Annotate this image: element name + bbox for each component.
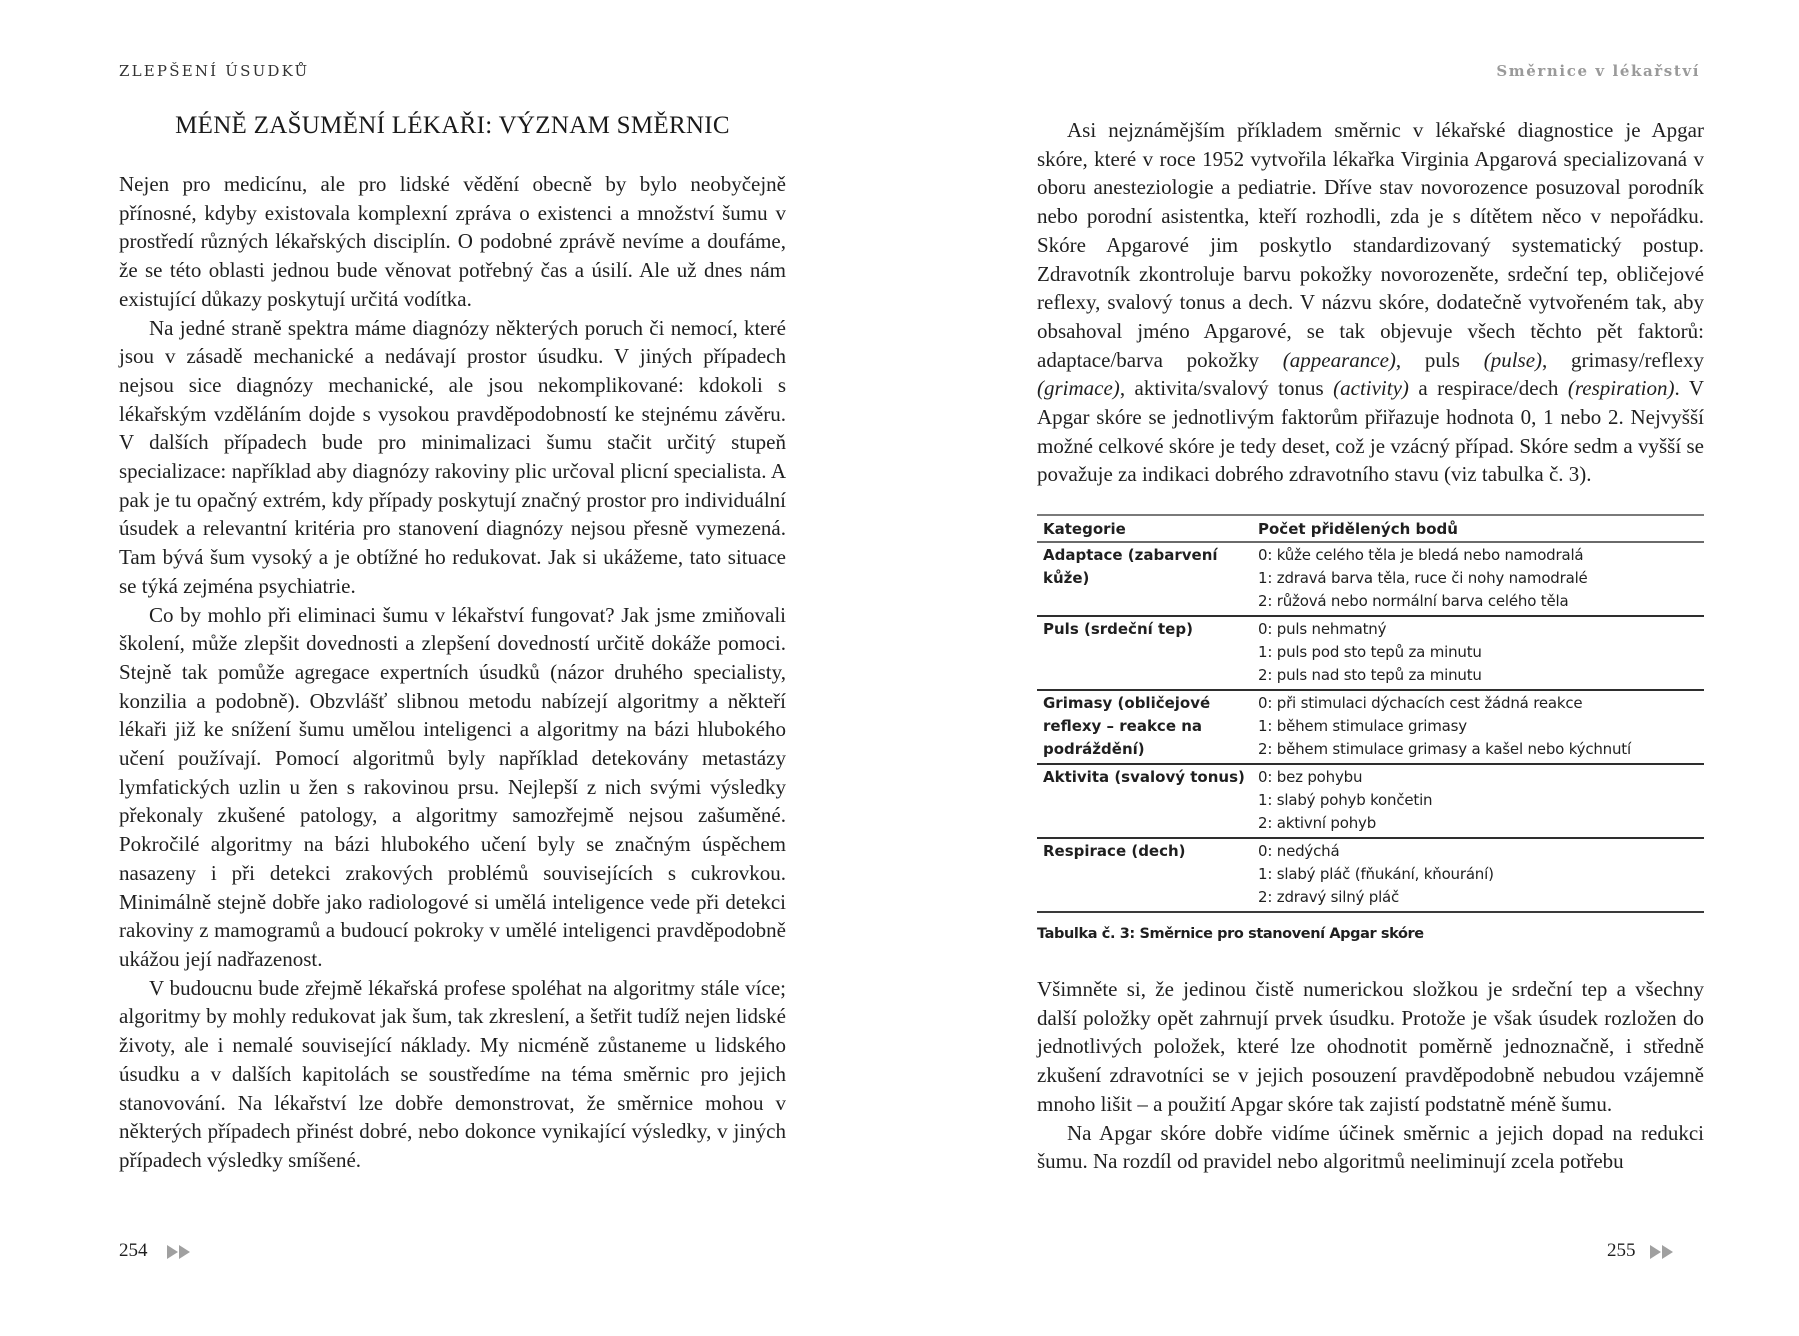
points-cell — [1252, 690, 1704, 764]
paragraph — [1037, 116, 1704, 489]
paragraph: Na jedné straně spektra máme diagnózy některých poruch či nemocí, které jsou v zásadě mechanické a nedávají prostor úsudku. V jiných případech nejsou sice diagnózy mechanické, ale jsou nekomplikované: kdokoli s lékařským vzděláním dojde s vysokou pravděpodobností ke stejnému závěru. V dalších případech bude pro minimalizaci šumu stačit určitý stupeň specializace: například aby diagnózy rakoviny plic určoval plicní specialista. A pak je tu opačný extrém, kdy případy poskytují značný prostor pro individuální úsudek a relevantní kritéria pro stanovení diagnózy nejsou přesně vymezená. Tam bývá šum vysoký a je obtížné ho redukovat. Jak si ukážeme, tato situace se týká zejména psychiatrie. — [119, 315, 786, 598]
paragraph: Co by mohlo při eliminaci šumu v lékařství fungovat? Jak jsme zmiňovali školení, může zlepšit dovednosti a zlepšení dovedností určitě dokáže pomoci. Stejně tak pomůže agregace expertních úsudků (názor druhého specialisty, konzilia a podobně). Obzvlášť slibnou metodu nabízejí algoritmy a někteří lékaři již ke snížení šumu umělou inteligenci a algoritmy na bázi hlubokého učení používají. Pomocí algoritmů byly například detekovány metastázy lymfatických uzlin u žen s rakovinou prsu. Nejlepší z nich svými výsledky překonaly zkušené patology, a algoritmy samozřejmě nejsou zašuměné. Pokročilé algoritmy na bázi hlubokého učení byly se značným úspěchem nasazeny i při detekci zrakových problémů souvisejících s cukrovkou. Minimálně stejně dobře jako radiologové si umělá inteligence vede při detekci rakoviny z mamogramů a budoucí pokroky v umělé inteligenci pravděpodobně ukážou její nadřazenost. — [119, 602, 786, 971]
points-line: 2: zdravý silný pláč — [1258, 888, 1400, 906]
body-text — [1037, 116, 1704, 489]
points-line: 0: puls nehmatný — [1258, 620, 1387, 638]
text-run: a respirace/dech — [1408, 376, 1568, 401]
body-text — [119, 170, 786, 1175]
category-cell: Puls (srdeční tep) — [1037, 616, 1252, 690]
points-line: 1: puls pod sto tepů za minutu — [1258, 643, 1482, 661]
term-pulse: (pulse) — [1483, 347, 1543, 372]
term-activity: (activity) — [1333, 376, 1409, 401]
chapter-title: MÉNĚ ZAŠUMĚNÍ LÉKAŘI: VÝZNAM SMĚRNIC — [175, 112, 730, 139]
right-page — [900, 0, 1799, 1336]
points-line: 1: během stimulace grimasy — [1258, 717, 1467, 735]
table-row — [1037, 542, 1704, 616]
term-appearance: (appearance) — [1282, 347, 1396, 372]
points-cell — [1252, 838, 1704, 912]
text-run: , puls — [1395, 347, 1484, 372]
points-line: 2: puls nad sto tepů za minutu — [1258, 666, 1482, 684]
double-triangle-right-icon — [167, 1245, 190, 1259]
text-run: Asi nejznámějším příkladem směrnic v lékařské diagnostice je Apgar skóre, které v roce 1952 vytvořila lékařka Virginia Apgarová specializovaná v oboru anesteziologie a pediatrie. Dříve stav novorozence posuzoval porodník nebo porodní asistentka, kteří rozhodli, zda je s dítětem něco v nepořádku. Skóre Apgarové jim poskytlo standardizovaný systematický postup. Zdravotník zkontroluje barvu pokožky novorozeněte, srdeční tep, obličejové reflexy, svalový tonus a dech. V názvu skóre, dodatečně vytvořeném tak, aby obsahoval jméno Apgarové, se tak objevuje všech těchto pět faktorů: adaptace/barva pokožky — [1037, 118, 1704, 372]
table-caption: Tabulka č. 3: Směrnice pro stanovení Apgar skóre — [1037, 926, 1424, 942]
term-respiration: (respiration) — [1567, 376, 1675, 401]
column-header-category: Kategorie — [1037, 515, 1252, 542]
text-run: , aktivita/svalový tonus — [1119, 376, 1334, 401]
table-row — [1037, 616, 1704, 690]
category-cell: Grimasy (obličejové reflexy – reakce na podráždění) — [1037, 690, 1252, 764]
points-line: 2: růžová nebo normální barva celého těla — [1258, 592, 1569, 610]
column-header-points: Počet přidělených bodů — [1252, 515, 1704, 542]
term-grimace: (grimace) — [1037, 376, 1120, 401]
text-run: . V Apgar skóre se jednotlivým faktorům přiřazuje hodnota 0, 1 nebo 2. Nejvyšší možné celkové skóre je tedy deset, což je vzácný případ. Skóre sedm a vyšší se považuje za indikaci dobrého zdravotního stavu (viz tabulka č. 3). — [1037, 376, 1704, 487]
points-line: 0: při stimulaci dýchacích cest žádná reakce — [1258, 694, 1583, 712]
points-line: 1: slabý pohyb končetin — [1258, 791, 1433, 809]
paragraph: Nejen pro medicínu, ale pro lidské vědění obecně by bylo neobyčejně přínosné, kdyby existovala komplexní zpráva o existenci a množství šumu v prostředí různých lékařských disciplín. O podobné zprávě nevíme a doufáme, že se této oblasti jednou bude věnovat potřebný čas a úsilí. Ale už dnes nám existující důkazy poskytují určitá vodítka. — [119, 172, 786, 311]
body-text — [1037, 975, 1704, 1176]
points-line: 1: zdravá barva těla, ruce či nohy namodralé — [1258, 569, 1588, 587]
table-row — [1037, 764, 1704, 838]
page-number: 255 — [1607, 1240, 1636, 1261]
points-line: 2: aktivní pohyb — [1258, 814, 1377, 832]
running-head: ZLEPŠENÍ ÚSUDKŮ — [119, 62, 310, 80]
paragraph: Na Apgar skóre dobře vidíme účinek směrnic a jejich dopad na redukci šumu. Na rozdíl od pravidel nebo algoritmů neeliminují zcela potřebu — [1037, 1120, 1704, 1174]
table-row — [1037, 690, 1704, 764]
category-cell: Respirace (dech) — [1043, 842, 1186, 860]
points-cell — [1252, 764, 1704, 838]
paragraph: Všimněte si, že jedinou čistě numerickou složkou je srdeční tep a všechny další položky opět zahrnují prvek úsudku. Protože je však úsudek rozložen do jednotlivých položek, které lze ohodnotit poměrně jednoznačně, i středně zkušení zdravotníci se v jejich posouzení pravděpodobně nebudou vzájemně mnoho lišit – a použití Apgar skóre tak zajistí podstatně méně šumu. — [1037, 977, 1704, 1116]
points-cell — [1252, 542, 1704, 616]
table-row — [1037, 838, 1704, 912]
running-head: Směrnice v lékařství — [1496, 62, 1700, 80]
apgar-table — [1037, 514, 1704, 913]
points-line: 0: nedýchá — [1258, 842, 1340, 860]
points-line: 0: bez pohybu — [1258, 768, 1363, 786]
points-cell — [1252, 616, 1704, 690]
category-cell: Adaptace (zabarvení kůže) — [1037, 542, 1252, 616]
paragraph: V budoucnu bude zřejmě lékařská profese spoléhat na algoritmy stále více; algoritmy by mohly redukovat jak šum, tak zkreslení, a šetřit tudíž nejen lidské životy, ale i nemalé související náklady. My nicméně zůstaneme u lidského úsudku a v dalších kapitolách se soustředíme na téma směrnic pro jejich stanovování. Na lékařství lze dobře demonstrovat, že směrnice mohou v některých případech přinést dobré, nebo dokonce vynikající výsledky, v jiných případech výsledky smíšené. — [119, 975, 786, 1172]
double-triangle-right-icon — [1650, 1245, 1673, 1259]
category-cell: Aktivita (svalový tonus) — [1037, 764, 1252, 838]
table-header-row — [1037, 515, 1704, 542]
page-number: 254 — [119, 1240, 148, 1261]
points-line: 2: během stimulace grimasy a kašel nebo kýchnutí — [1258, 740, 1631, 758]
points-line: 0: kůže celého těla je bledá nebo namodralá — [1258, 546, 1584, 564]
points-line: 1: slabý pláč (fňukání, kňourání) — [1258, 865, 1494, 883]
text-run: , grimasy/reflexy — [1542, 347, 1705, 372]
